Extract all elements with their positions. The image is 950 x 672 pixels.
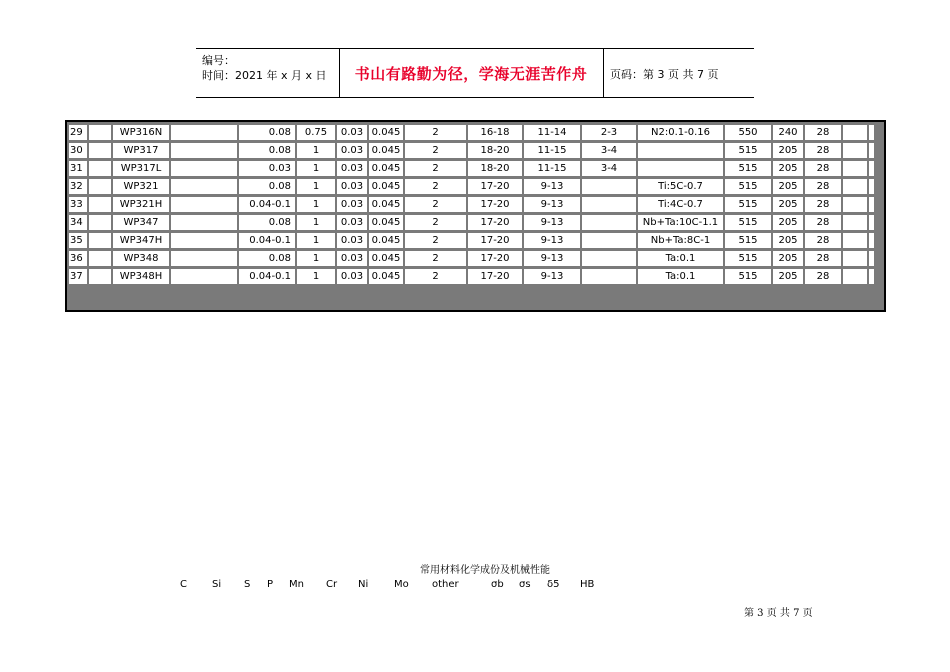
column-header: Ni: [358, 579, 369, 590]
sigma-s-cell: 205: [773, 143, 803, 158]
sigma-b-cell: 515: [725, 269, 771, 284]
mn-cell: 2: [405, 161, 466, 176]
ni-cell: 9-13: [524, 251, 580, 266]
sigma-s-cell: 205: [773, 215, 803, 230]
blank-cell: [171, 125, 237, 140]
blank-cell: [171, 179, 237, 194]
c-cell: 0.08: [239, 125, 295, 140]
delta5-cell: 28: [805, 125, 841, 140]
grade-cell: WP321: [113, 179, 169, 194]
mo-cell: [582, 269, 636, 284]
si-cell: 1: [297, 233, 335, 248]
p-cell: 0.03: [337, 161, 367, 176]
ni-cell: 11-14: [524, 125, 580, 140]
blank-cell: [89, 197, 111, 212]
sigma-b-cell: 515: [725, 179, 771, 194]
si-cell: 1: [297, 143, 335, 158]
grade-cell: WP347H: [113, 233, 169, 248]
s-cell: 0.045: [369, 125, 403, 140]
p-cell: 0.03: [337, 125, 367, 140]
sigma-b-cell: 515: [725, 161, 771, 176]
si-cell: 1: [297, 269, 335, 284]
c-cell: 0.04-0.1: [239, 197, 295, 212]
blank-cell: [171, 161, 237, 176]
material-table-body: [67, 122, 876, 287]
mo-cell: [582, 197, 636, 212]
table-row: [69, 215, 874, 230]
sigma-s-cell: 205: [773, 161, 803, 176]
blank-cell: [869, 179, 874, 194]
delta5-cell: 28: [805, 197, 841, 212]
c-cell: 0.08: [239, 143, 295, 158]
delta5-cell: 28: [805, 179, 841, 194]
c-cell: 0.03: [239, 161, 295, 176]
column-header: HB: [580, 579, 595, 590]
blank-cell: [171, 197, 237, 212]
p-cell: 0.03: [337, 143, 367, 158]
p-cell: 0.03: [337, 251, 367, 266]
ni-cell: 11-15: [524, 143, 580, 158]
si-cell: 0.75: [297, 125, 335, 140]
table-row: [69, 143, 874, 158]
c-cell: 0.08: [239, 251, 295, 266]
column-header: σb: [491, 579, 504, 590]
cr-cell: 16-18: [468, 125, 522, 140]
si-cell: 1: [297, 197, 335, 212]
sigma-s-cell: 205: [773, 251, 803, 266]
sigma-b-cell: 515: [725, 143, 771, 158]
cr-cell: 18-20: [468, 161, 522, 176]
blank-cell: [171, 215, 237, 230]
ni-cell: 9-13: [524, 269, 580, 284]
sigma-b-cell: 515: [725, 251, 771, 266]
column-header: δ5: [547, 579, 560, 590]
column-header: C: [180, 579, 187, 590]
si-cell: 1: [297, 161, 335, 176]
table-row: [69, 233, 874, 248]
sigma-s-cell: 205: [773, 233, 803, 248]
table-title: 常用材料化学成份及机械性能: [420, 565, 550, 576]
table-row: [69, 161, 874, 176]
other-cell: Nb+Ta:8C-1: [638, 233, 723, 248]
ni-cell: 11-15: [524, 161, 580, 176]
footer-page-number: 第 3 页 共 7 页: [744, 608, 813, 619]
mo-cell: 2-3: [582, 125, 636, 140]
s-cell: 0.045: [369, 251, 403, 266]
mo-cell: 3-4: [582, 161, 636, 176]
mn-cell: 2: [405, 251, 466, 266]
blank-cell: [171, 233, 237, 248]
sigma-b-cell: 515: [725, 233, 771, 248]
blank-cell: [869, 125, 874, 140]
blank-cell: [843, 269, 867, 284]
row-number: 36: [69, 251, 87, 266]
c-cell: 0.08: [239, 179, 295, 194]
p-cell: 0.03: [337, 215, 367, 230]
delta5-cell: 28: [805, 233, 841, 248]
row-number: 37: [69, 269, 87, 284]
blank-cell: [843, 197, 867, 212]
blank-cell: [869, 161, 874, 176]
mo-cell: [582, 251, 636, 266]
table-row: [69, 179, 874, 194]
blank-cell: [843, 251, 867, 266]
blank-cell: [89, 161, 111, 176]
blank-cell: [171, 269, 237, 284]
table-row: [69, 197, 874, 212]
blank-cell: [843, 215, 867, 230]
blank-cell: [89, 251, 111, 266]
blank-cell: [171, 143, 237, 158]
header-divider: [603, 49, 604, 97]
s-cell: 0.045: [369, 215, 403, 230]
other-cell: [638, 143, 723, 158]
other-cell: N2:0.1-0.16: [638, 125, 723, 140]
p-cell: 0.03: [337, 233, 367, 248]
blank-cell: [869, 143, 874, 158]
blank-cell: [89, 143, 111, 158]
document-header: [196, 48, 754, 98]
p-cell: 0.03: [337, 197, 367, 212]
blank-cell: [869, 233, 874, 248]
c-cell: 0.04-0.1: [239, 233, 295, 248]
delta5-cell: 28: [805, 161, 841, 176]
blank-cell: [869, 215, 874, 230]
row-number: 31: [69, 161, 87, 176]
grade-cell: WP348H: [113, 269, 169, 284]
cr-cell: 17-20: [468, 197, 522, 212]
blank-cell: [843, 233, 867, 248]
mn-cell: 2: [405, 179, 466, 194]
s-cell: 0.045: [369, 269, 403, 284]
mo-cell: 3-4: [582, 143, 636, 158]
mo-cell: [582, 179, 636, 194]
blank-cell: [843, 143, 867, 158]
row-number: 34: [69, 215, 87, 230]
mn-cell: 2: [405, 197, 466, 212]
row-number: 30: [69, 143, 87, 158]
other-cell: [638, 161, 723, 176]
blank-cell: [869, 197, 874, 212]
s-cell: 0.045: [369, 197, 403, 212]
other-cell: Ti:5C-0.7: [638, 179, 723, 194]
table-row: [69, 125, 874, 140]
blank-cell: [843, 179, 867, 194]
cr-cell: 17-20: [468, 215, 522, 230]
other-cell: Ti:4C-0.7: [638, 197, 723, 212]
header-page-number: 页码：第 3 页 共 7 页: [610, 68, 719, 81]
sigma-s-cell: 205: [773, 197, 803, 212]
grade-cell: WP317: [113, 143, 169, 158]
delta5-cell: 28: [805, 143, 841, 158]
header-motto: 书山有路勤为径，学海无涯苦作舟: [354, 65, 588, 83]
sigma-s-cell: 205: [773, 269, 803, 284]
mo-cell: [582, 233, 636, 248]
mo-cell: [582, 215, 636, 230]
other-cell: Ta:0.1: [638, 251, 723, 266]
table-row: [69, 269, 874, 284]
ni-cell: 9-13: [524, 215, 580, 230]
row-number: 32: [69, 179, 87, 194]
mn-cell: 2: [405, 215, 466, 230]
blank-cell: [89, 233, 111, 248]
column-header: Cr: [326, 579, 338, 590]
ni-cell: 9-13: [524, 179, 580, 194]
column-header: other: [432, 579, 459, 590]
mn-cell: 2: [405, 143, 466, 158]
ni-cell: 9-13: [524, 197, 580, 212]
s-cell: 0.045: [369, 179, 403, 194]
grade-cell: WP348: [113, 251, 169, 266]
grade-cell: WP317L: [113, 161, 169, 176]
blank-cell: [89, 179, 111, 194]
delta5-cell: 28: [805, 215, 841, 230]
cr-cell: 17-20: [468, 251, 522, 266]
blank-cell: [89, 215, 111, 230]
row-number: 33: [69, 197, 87, 212]
time-label: 时间：2021 年 x 月 x 日: [202, 69, 327, 82]
column-header: Mo: [394, 579, 409, 590]
sigma-b-cell: 515: [725, 197, 771, 212]
blank-cell: [171, 251, 237, 266]
sigma-s-cell: 205: [773, 179, 803, 194]
blank-cell: [843, 161, 867, 176]
c-cell: 0.08: [239, 215, 295, 230]
other-cell: Ta:0.1: [638, 269, 723, 284]
cr-cell: 17-20: [468, 233, 522, 248]
other-cell: Nb+Ta:10C-1.1: [638, 215, 723, 230]
grade-cell: WP321H: [113, 197, 169, 212]
s-cell: 0.045: [369, 143, 403, 158]
blank-cell: [89, 125, 111, 140]
blank-cell: [89, 269, 111, 284]
grade-cell: WP316N: [113, 125, 169, 140]
code-label: 编号：: [202, 54, 235, 67]
cr-cell: 18-20: [468, 143, 522, 158]
sigma-b-cell: 515: [725, 215, 771, 230]
s-cell: 0.045: [369, 161, 403, 176]
column-header: σs: [519, 579, 531, 590]
row-number: 29: [69, 125, 87, 140]
blank-cell: [869, 269, 874, 284]
si-cell: 1: [297, 179, 335, 194]
row-number: 35: [69, 233, 87, 248]
cr-cell: 17-20: [468, 179, 522, 194]
delta5-cell: 28: [805, 251, 841, 266]
ni-cell: 9-13: [524, 233, 580, 248]
mn-cell: 2: [405, 269, 466, 284]
p-cell: 0.03: [337, 179, 367, 194]
header-info: [202, 53, 327, 83]
delta5-cell: 28: [805, 269, 841, 284]
column-header: Si: [212, 579, 222, 590]
si-cell: 1: [297, 251, 335, 266]
mn-cell: 2: [405, 233, 466, 248]
si-cell: 1: [297, 215, 335, 230]
s-cell: 0.045: [369, 233, 403, 248]
material-table: [65, 120, 886, 312]
column-header: S: [244, 579, 251, 590]
column-header: P: [267, 579, 274, 590]
sigma-b-cell: 550: [725, 125, 771, 140]
sigma-s-cell: 240: [773, 125, 803, 140]
mn-cell: 2: [405, 125, 466, 140]
table-row: [69, 251, 874, 266]
grade-cell: WP347: [113, 215, 169, 230]
p-cell: 0.03: [337, 269, 367, 284]
cr-cell: 17-20: [468, 269, 522, 284]
blank-cell: [843, 125, 867, 140]
c-cell: 0.04-0.1: [239, 269, 295, 284]
blank-cell: [869, 251, 874, 266]
column-header: Mn: [289, 579, 304, 590]
